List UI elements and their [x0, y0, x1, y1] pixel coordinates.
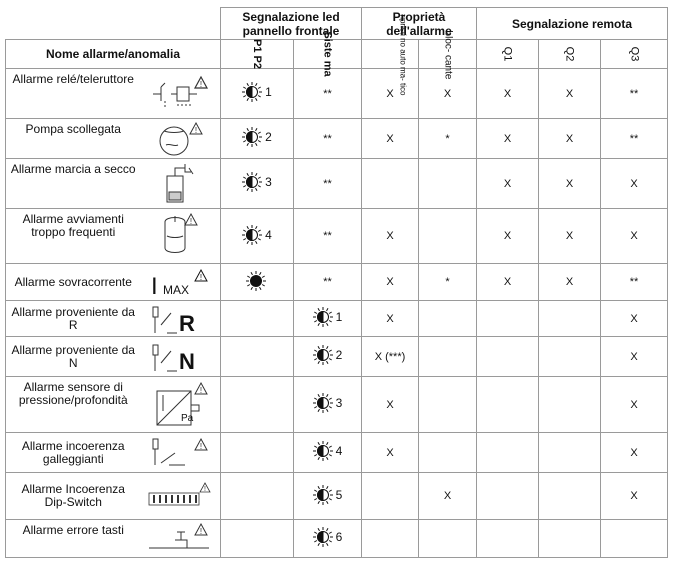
bloccante-label: bloc- cante: [442, 30, 454, 80]
sistema-label: Siste ma: [321, 31, 334, 77]
svg-text:!: !: [195, 125, 198, 135]
alarm-icon-cell: [141, 159, 221, 209]
q2-cell: X: [539, 209, 601, 264]
bloccante-cell: [419, 433, 477, 473]
switch-n-icon: [141, 341, 221, 373]
q1-header: [477, 40, 539, 69]
p1p2-cell: [221, 69, 294, 119]
q3-cell: X: [601, 337, 668, 377]
ripristino-label: ripristi no auto ma- tico: [398, 14, 408, 96]
alarm-name: Allarme marcia a secco: [6, 159, 141, 209]
ripristino-cell: X: [362, 119, 419, 159]
led-icon: [246, 271, 266, 291]
p1p2-cell: [221, 337, 294, 377]
svg-text:!: !: [204, 486, 207, 493]
ripristino-cell: X: [362, 377, 419, 433]
led-icon: [313, 307, 333, 327]
sistema-cell: **: [294, 209, 362, 264]
q2-label: Q2: [563, 46, 576, 62]
q3-header: [601, 40, 668, 69]
q2-cell: X: [539, 159, 601, 209]
alarm-name: Allarme Incoerenza Dip-Switch: [6, 473, 141, 520]
q1-cell: [477, 377, 539, 433]
p1p2-cell: [221, 209, 294, 264]
q3-cell: **: [601, 69, 668, 119]
bloccante-cell: [419, 301, 477, 337]
led-number: 3: [265, 175, 272, 189]
svg-text:!: !: [190, 217, 193, 226]
led-number: 1: [335, 310, 343, 324]
led-number: 2: [265, 130, 272, 144]
led-number: 4: [265, 227, 272, 242]
led-group-header: Segnalazione led pannello frontale: [221, 8, 362, 40]
led-icon: [313, 441, 333, 461]
q2-cell: X: [539, 264, 601, 301]
alarm-icon-cell: [141, 264, 221, 301]
q1-cell: [477, 473, 539, 520]
bloccante-cell: X: [419, 473, 477, 520]
q2-cell: [539, 337, 601, 377]
q2-cell: [539, 433, 601, 473]
bloccante-cell: [419, 520, 477, 558]
ripristino-cell: [362, 159, 419, 209]
q3-cell: **: [601, 119, 668, 159]
q1-label: Q1: [501, 46, 514, 62]
led-icon: [242, 127, 262, 147]
svg-text:R: R: [179, 310, 196, 336]
table-row: [6, 301, 668, 337]
led-number: 5: [335, 487, 343, 502]
bloccante-cell: X: [419, 69, 477, 119]
p1p2-cell: [221, 473, 294, 520]
q1-cell: [477, 433, 539, 473]
led-number: 6: [335, 530, 343, 544]
tank-warning-icon: [141, 212, 221, 260]
q1-cell: [477, 520, 539, 558]
relay-warning-icon: [141, 75, 221, 113]
prop-group-header: Proprietà dell'allarme: [362, 8, 477, 40]
led-icon: [242, 172, 262, 192]
sistema-cell: [294, 301, 362, 337]
ripristino-cell: X (***): [362, 337, 419, 377]
q1-cell: [477, 337, 539, 377]
sistema-cell: **: [294, 264, 362, 301]
alarm-name: Allarme relé/teleruttore: [6, 69, 141, 119]
table-row: [6, 119, 668, 159]
bloccante-cell: *: [419, 119, 477, 159]
table-row: [6, 209, 668, 264]
alarm-name: Allarme avviamenti troppo frequenti: [6, 209, 141, 264]
p1p2-cell: [221, 264, 294, 301]
ripristino-cell: X: [362, 264, 419, 301]
sistema-header: [294, 31, 362, 77]
svg-text:!: !: [200, 526, 203, 536]
led-icon: [242, 82, 262, 102]
q3-cell: X: [601, 159, 668, 209]
sistema-cell: **: [294, 69, 362, 119]
bloccante-cell: [419, 159, 477, 209]
svg-text:I: I: [151, 273, 158, 300]
imax-warning-icon: [141, 266, 221, 298]
led-icon: [242, 225, 262, 245]
p1p2-header: [221, 40, 294, 69]
ripristino-cell: [362, 520, 419, 558]
bloccante-header: [419, 30, 477, 80]
alarm-icon-cell: [141, 301, 221, 337]
bloccante-cell: [419, 377, 477, 433]
alarm-table: [5, 7, 668, 558]
q3-cell: [601, 520, 668, 558]
alarm-name: Allarme sovracorrente: [6, 264, 141, 301]
ripristino-cell: X: [362, 433, 419, 473]
sistema-cell: **: [294, 119, 362, 159]
alarm-name: Allarme proveniente da R: [6, 301, 141, 337]
alarm-icon-cell: [141, 337, 221, 377]
svg-text:!: !: [200, 385, 203, 395]
button-warning-icon: [141, 522, 221, 556]
alarm-icon-cell: [141, 377, 221, 433]
p1p2-cell: [221, 377, 294, 433]
led-number: 4: [335, 444, 343, 458]
q3-cell: **: [601, 264, 668, 301]
sistema-cell: [294, 520, 362, 558]
svg-text:N: N: [179, 348, 196, 374]
sistema-cell: [294, 433, 362, 473]
ripristino-cell: X: [362, 301, 419, 337]
p1p2-cell: [221, 119, 294, 159]
q2-cell: X: [539, 119, 601, 159]
q1-cell: X: [477, 69, 539, 119]
q2-cell: [539, 301, 601, 337]
float-warning-icon: [141, 435, 221, 471]
q1-cell: X: [477, 264, 539, 301]
q1-cell: X: [477, 119, 539, 159]
led-number: 1: [265, 85, 272, 99]
table-row: [6, 473, 668, 520]
table-row: [6, 520, 668, 558]
dry-run-icon: [141, 162, 221, 206]
alarm-name: Allarme incoerenza galleggianti: [6, 433, 141, 473]
q2-cell: [539, 473, 601, 520]
q3-cell: X: [601, 301, 668, 337]
remote-group-header: Segnalazione remota: [477, 8, 668, 40]
sistema-cell: **: [294, 159, 362, 209]
ripristino-cell: [362, 473, 419, 520]
led-number: 3: [335, 396, 343, 410]
alarm-icon-cell: [141, 119, 221, 159]
p1p2-cell: [221, 433, 294, 473]
table-row: [6, 377, 668, 433]
led-icon: [313, 485, 333, 505]
p1p2-cell: [221, 159, 294, 209]
alarm-name: Pompa scollegata: [6, 119, 141, 159]
alarm-icon-cell: [141, 433, 221, 473]
q3-cell: X: [601, 209, 668, 264]
alarm-name: Allarme sensore di pressione/profondità: [6, 377, 141, 433]
table-row: [6, 337, 668, 377]
p1p2-label: P1 P2: [251, 39, 263, 69]
led-icon: [313, 527, 333, 547]
ripristino-cell: X: [362, 69, 419, 119]
led-number: 2: [335, 348, 343, 362]
svg-text:Pa: Pa: [181, 412, 194, 424]
alarm-name: Allarme proveniente da N: [6, 337, 141, 377]
ripristino-header: [362, 14, 419, 96]
name-column-header: Nome allarme/anomalia: [6, 40, 221, 69]
switch-r-icon: [141, 303, 221, 335]
alarm-icon-cell: [141, 473, 221, 520]
q3-cell: X: [601, 473, 668, 520]
q2-cell: [539, 520, 601, 558]
table-row: [6, 69, 668, 119]
sistema-cell: [294, 377, 362, 433]
table-row: [6, 264, 668, 301]
table-row: [6, 159, 668, 209]
pump-warning-icon: [141, 121, 221, 157]
corner-cell: [6, 8, 221, 40]
q3-label: Q3: [628, 46, 641, 62]
led-icon: [313, 345, 333, 365]
bloccante-cell: [419, 209, 477, 264]
svg-text:!: !: [200, 79, 203, 89]
pressure-sensor-icon: [141, 381, 221, 429]
p1p2-cell: [221, 520, 294, 558]
q1-cell: [477, 301, 539, 337]
q1-cell: X: [477, 159, 539, 209]
sistema-cell: [294, 473, 362, 520]
table-row: [6, 433, 668, 473]
svg-text:MAX: MAX: [163, 283, 190, 297]
alarm-icon-cell: [141, 69, 221, 119]
led-icon: [313, 393, 333, 413]
p1p2-cell: [221, 301, 294, 337]
q2-header: [539, 40, 601, 69]
alarm-name: Allarme errore tasti: [6, 520, 141, 558]
dip-switch-icon: [141, 481, 221, 511]
q1-cell: X: [477, 209, 539, 264]
alarm-icon-cell: [141, 520, 221, 558]
svg-text:!: !: [200, 441, 203, 451]
svg-text:!: !: [200, 273, 203, 282]
q2-cell: [539, 377, 601, 433]
ripristino-cell: X: [362, 209, 419, 264]
bloccante-cell: *: [419, 264, 477, 301]
alarm-icon-cell: [141, 209, 221, 264]
q3-cell: X: [601, 377, 668, 433]
q3-cell: X: [601, 433, 668, 473]
sistema-cell: [294, 337, 362, 377]
bloccante-cell: [419, 337, 477, 377]
q2-cell: X: [539, 69, 601, 119]
